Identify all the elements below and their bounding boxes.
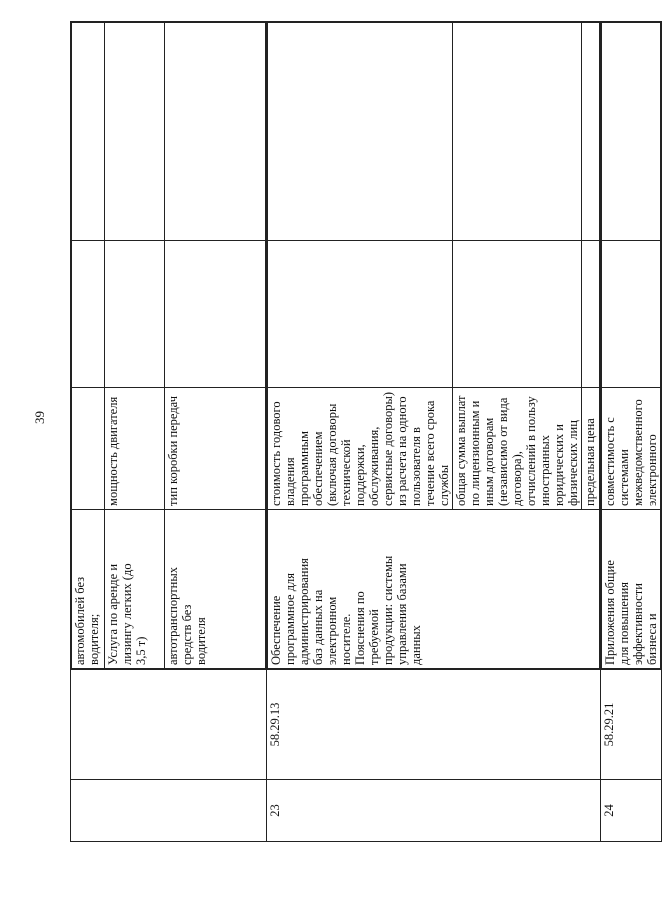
product-name-text: Обеспечение программное для администрирования баз данных на электронном носителе. Пояснения по требуемой продукции: системы управления базами данных <box>268 509 600 668</box>
rotated-table-wrapper <box>70 22 659 842</box>
requirements-table <box>70 21 662 842</box>
row-number-cell: 24 <box>601 780 662 842</box>
table-row <box>71 21 267 841</box>
product-name-text: автомобилей без водителя; <box>72 509 105 668</box>
characteristic-cell: тип коробки передач <box>165 387 266 509</box>
table-row <box>601 21 662 841</box>
empty-cell <box>453 22 582 240</box>
page-number: 39 <box>32 411 47 424</box>
empty-cell <box>268 22 453 240</box>
empty-cell <box>582 22 600 240</box>
product-name-text: Услуга по аренде и лизингу легких (до 3,5 т) <box>105 509 165 668</box>
product-name-cell <box>71 21 267 669</box>
empty-cell <box>602 240 661 387</box>
product-name-text: автотранспортных средств без водителя <box>165 509 266 668</box>
empty-cell <box>453 240 582 387</box>
characteristic-cell: мощность двигателя <box>105 387 165 509</box>
empty-cell <box>72 22 105 240</box>
empty-cell <box>268 240 453 387</box>
empty-cell <box>105 22 165 240</box>
table-row <box>267 21 601 841</box>
code-cell <box>71 670 267 780</box>
characteristic-cell: предельная цена <box>582 387 600 509</box>
empty-cell <box>582 240 600 387</box>
row-number-cell: 23 <box>267 780 601 842</box>
empty-cell <box>602 22 661 240</box>
product-name-text: Приложения общие для повышения эффективности бизнеса и <box>602 509 661 668</box>
empty-cell <box>72 240 105 387</box>
empty-cell <box>165 240 266 387</box>
characteristic-cell <box>72 387 105 509</box>
characteristic-cell: общая сумма выплат по лицензионным и иным договорам (независимо от вида договора), отчислений в пользу иностранных юридических и физических лиц <box>453 387 582 509</box>
code-cell: 58.29.13 <box>267 670 601 780</box>
characteristic-cell: совместимость с системами межведомственного электронного <box>602 387 661 509</box>
characteristic-cell: стоимость годового владения программным обеспечением (включая договоры технической поддержки, обслуживания, сервисные договоры) из расчета на одного пользователя в течение всего срока службы <box>268 387 453 509</box>
empty-cell <box>165 22 266 240</box>
empty-cell <box>105 240 165 387</box>
code-cell: 58.29.21 <box>601 670 662 780</box>
product-name-cell <box>267 21 601 669</box>
product-name-cell <box>601 21 662 669</box>
row-number-cell <box>71 780 267 842</box>
